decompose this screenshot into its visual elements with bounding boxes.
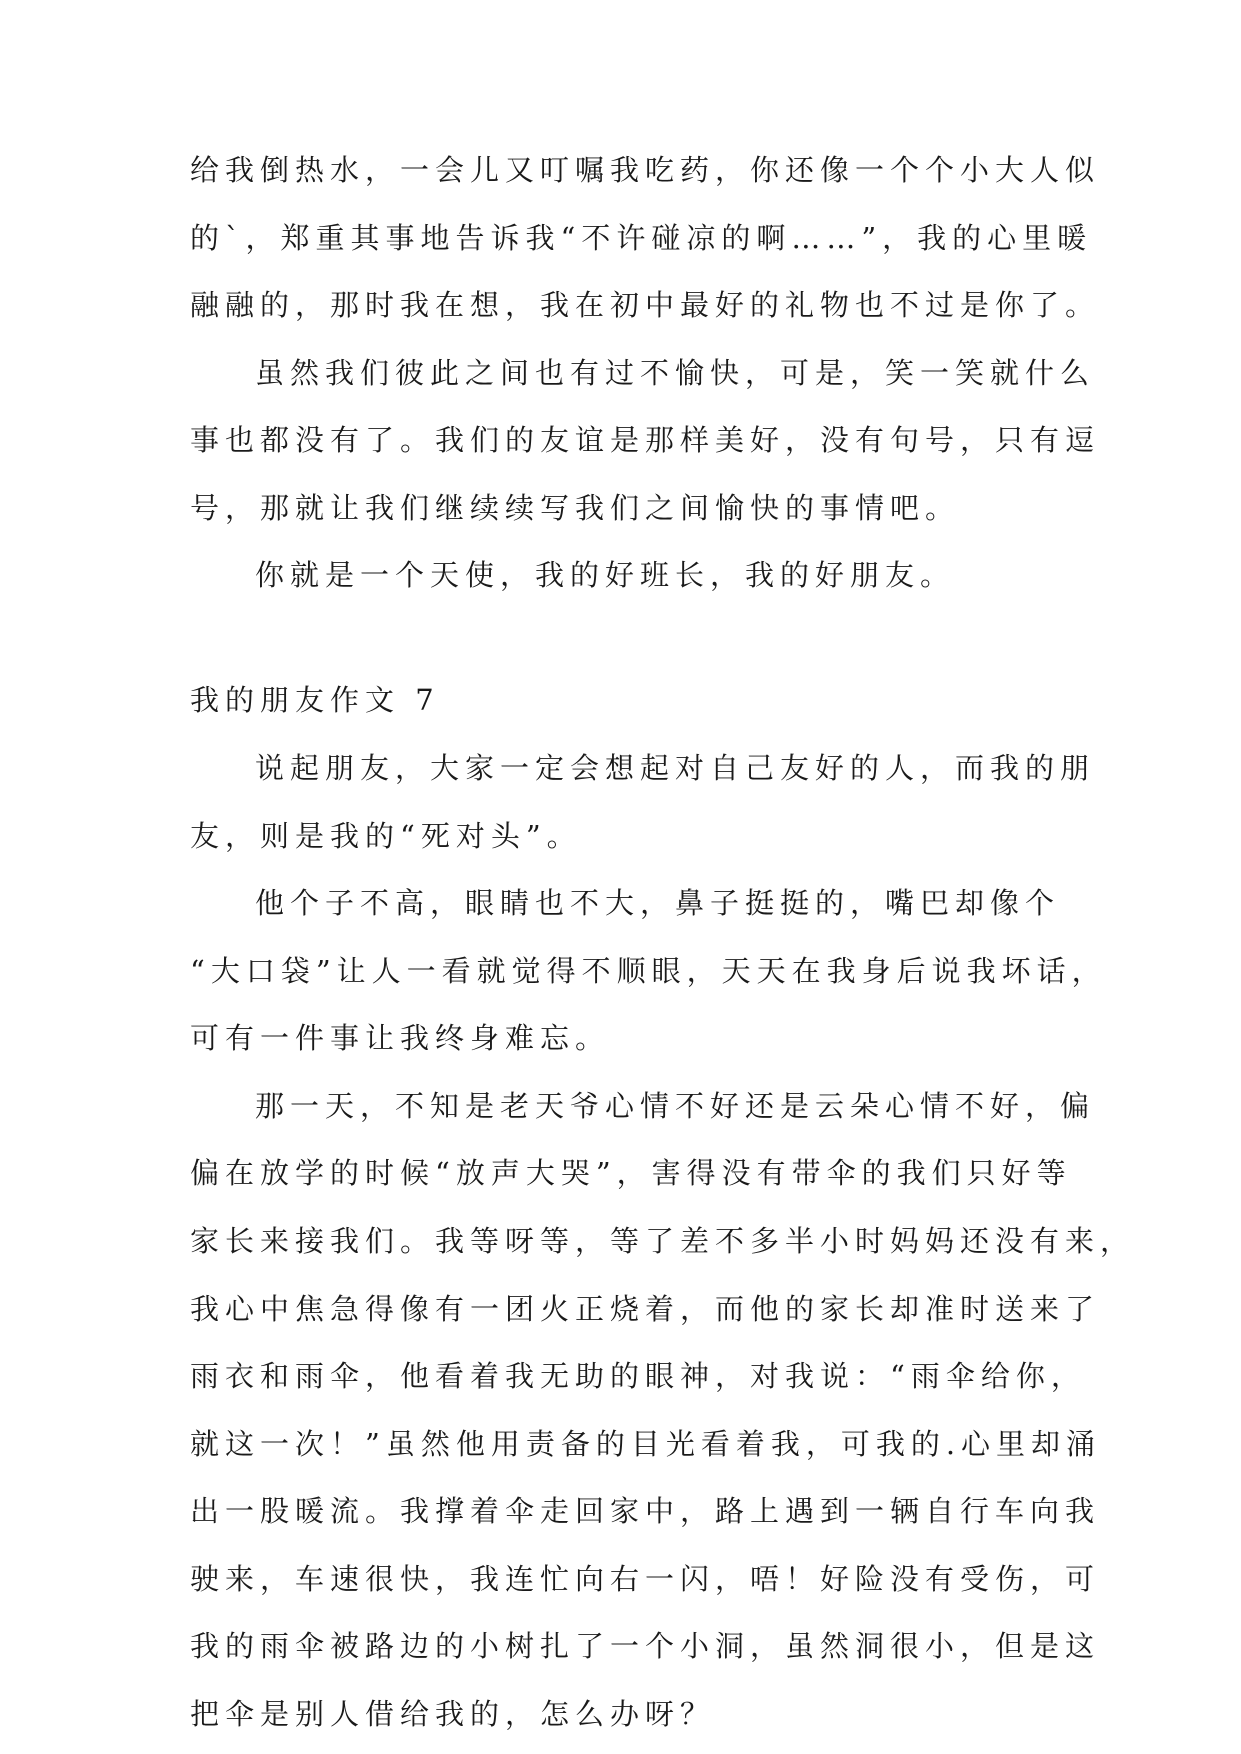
text-line: 家长来接我们。我等呀等，等了差不多半小时妈妈还没有来， — [190, 1224, 1136, 1258]
paragraph-first-line: 那一天，不知是老天爷心情不好还是云朵心情不好，偏 — [255, 1089, 1096, 1123]
text-line: 偏在放学的时候“放声大哭”，害得没有带伞的我们只好等 — [190, 1156, 1072, 1190]
paragraph-first-line: 他个子不高，眼睛也不大，鼻子挺挺的，嘴巴却像个 — [255, 886, 1061, 920]
text-line: 把伞是别人借给我的，怎么办呀？ — [190, 1697, 716, 1731]
text-line: 雨衣和雨伞，他看着我无助的眼神，对我说：“雨伞给你， — [190, 1359, 1086, 1393]
text-line: 号，那就让我们继续续写我们之间愉快的事情吧。 — [190, 491, 961, 525]
text-line: 我心中焦急得像有一团火正烧着，而他的家长却准时送来了 — [190, 1292, 1101, 1326]
section-heading: 我的朋友作文 7 — [190, 683, 440, 717]
paragraph-first-line: 你就是一个天使，我的好班长，我的好朋友。 — [255, 558, 956, 592]
text-line: 融融的，那时我在想，我在初中最好的礼物也不过是你了。 — [190, 288, 1101, 322]
text-line: 事也都没有了。我们的友谊是那样美好，没有句号，只有逗 — [190, 423, 1101, 457]
text-line: 友，则是我的“死对头”。 — [190, 819, 582, 853]
text-line: 驶来，车速很快，我连忙向右一闪，唔！好险没有受伤，可 — [190, 1562, 1101, 1596]
text-line: “大口袋”让人一看就觉得不顺眼，天天在我身后说我坏话， — [190, 954, 1107, 988]
text-line: 出一股暖流。我撑着伞走回家中，路上遇到一辆自行车向我 — [190, 1494, 1101, 1528]
paragraph-first-line: 说起朋友，大家一定会想起对自己友好的人，而我的朋 — [255, 751, 1096, 785]
text-line: 的`，郑重其事地告诉我“不许碰凉的啊……”，我的心里暖 — [190, 221, 1093, 255]
text-line: 我的雨伞被路边的小树扎了一个小洞，虽然洞很小，但是这 — [190, 1629, 1101, 1663]
text-line: 给我倒热水，一会儿又叮嘱我吃药，你还像一个个小大人似 — [190, 153, 1101, 187]
text-line: 就这一次！”虽然他用责备的目光看着我，可我的.心里却涌 — [190, 1427, 1102, 1461]
paragraph-first-line: 虽然我们彼此之间也有过不愉快，可是，笑一笑就什么 — [255, 356, 1096, 390]
text-line: 可有一件事让我终身难忘。 — [190, 1021, 611, 1055]
